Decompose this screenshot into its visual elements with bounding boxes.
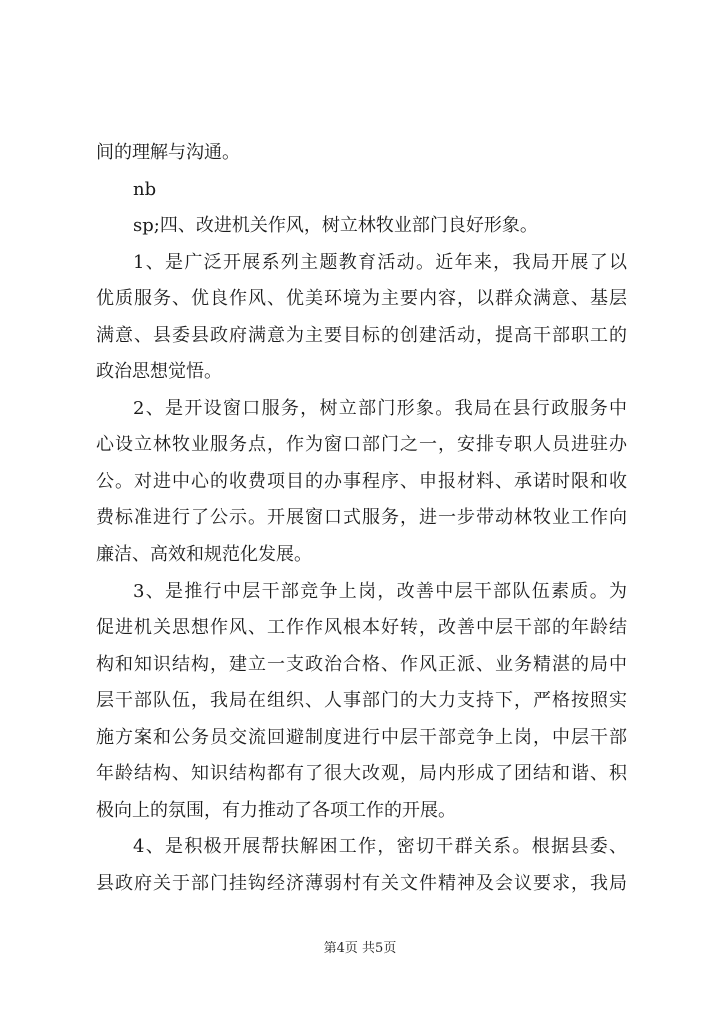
- paragraph: [96, 391, 627, 574]
- text-line: 满意、县委县政府满意为主要目标的创建活动，提高干部职工的: [96, 324, 627, 346]
- paragraph: [96, 135, 627, 172]
- text-line: sp;四、改进机关作风，树立林牧业部门良好形象。: [133, 215, 538, 237]
- text-line: 间的理解与沟通。: [96, 142, 240, 163]
- text-line: 优质服务、优良作风、优美环境为主要内容，以群众满意、基层: [96, 288, 627, 310]
- text-line: 3、是推行中层干部竞争上岗，改善中层干部队伍素质。为: [133, 580, 627, 602]
- text-line: 极向上的氛围，有力推动了各项工作的开展。: [96, 799, 456, 821]
- text-line: 施方案和公务员交流回避制度进行中层干部竞争上岗，中层干部: [96, 726, 627, 748]
- text-line: 1、是广泛开展系列主题教育活动。近年来，我局开展了以: [133, 251, 627, 273]
- paragraph: [96, 172, 627, 209]
- text-line: 公。对进中心的收费项目的办事程序、申报材料、承诺时限和收: [96, 470, 627, 492]
- text-line: nb: [133, 178, 157, 200]
- text-line: 廉洁、高效和规范化发展。: [96, 544, 312, 566]
- text-line: 县政府关于部门挂钩经济薄弱村有关文件精神及会议要求，我局: [96, 872, 627, 894]
- paragraph: [96, 829, 627, 902]
- text-line: 构和知识结构，建立一支政治合格、作风正派、业务精湛的局中: [96, 653, 627, 675]
- paragraph: [96, 208, 627, 245]
- document-body: [96, 135, 627, 902]
- text-line: 费标准进行了公示。开展窗口式服务，进一步带动林牧业工作向: [96, 507, 627, 529]
- page-footer: 第4页 共5页: [323, 941, 397, 956]
- paragraph: [96, 245, 627, 391]
- text-line: 2、是开设窗口服务，树立部门形象。我局在县行政服务中: [133, 397, 627, 419]
- text-line: 4、是积极开展帮扶解困工作，密切干群关系。根据县委、: [133, 836, 627, 858]
- text-line: 政治思想觉悟。: [96, 361, 222, 383]
- text-line: 心设立林牧业服务点，作为窗口部门之一，安排专职人员进驻办: [96, 434, 627, 456]
- text-line: 促进机关思想作风、工作作风根本好转，改善中层干部的年龄结: [96, 617, 627, 639]
- text-line: 层干部队伍，我局在组织、人事部门的大力支持下，严格按照实: [96, 690, 627, 712]
- text-line: 年龄结构、知识结构都有了很大改观，局内形成了团结和谐、积: [96, 763, 627, 785]
- paragraph: [96, 574, 627, 830]
